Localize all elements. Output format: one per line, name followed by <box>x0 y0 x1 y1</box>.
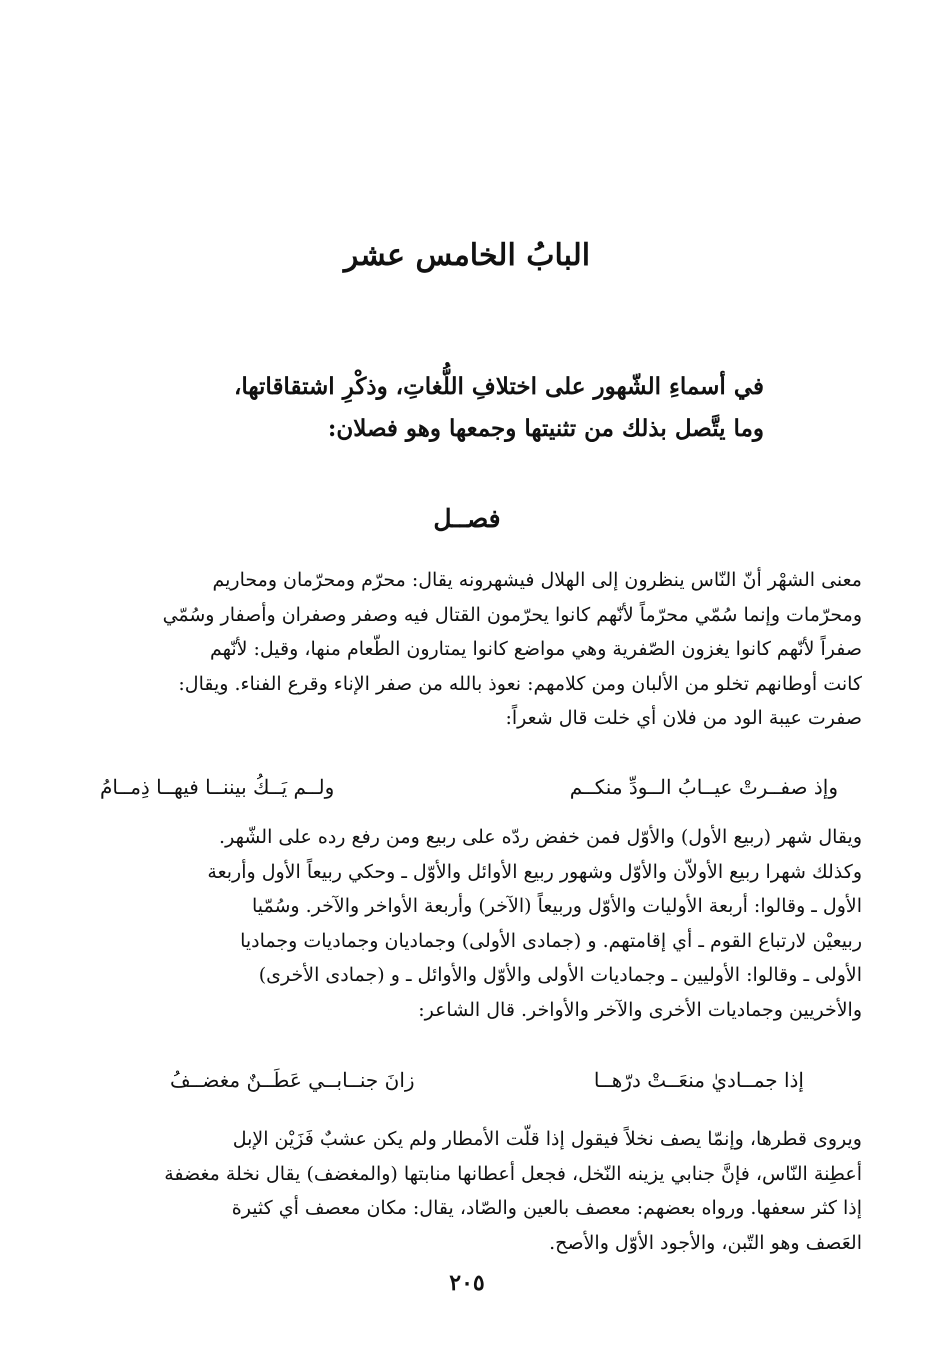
text-line: الأولى ـ وقالوا: الأوليين ـ وجماديات الأولى والأوّل والأوائل ـ و (جمادى الأخرى) <box>258 964 862 986</box>
text-line: ربيعيْن لارتباع القوم ـ أي إقامتهم. و (جمادى الأولى) وجماديان وجماديات وجماديا <box>240 929 862 952</box>
subtitle-line: في أسماءِ الشّهور على اختلافِ اللُّغاتِ، وذكْرِ اشتقاقاتها، <box>234 373 764 400</box>
verse-second-hemistich: ولــم يَــكُ بيننــا فيهــا ذِمــامُ <box>100 775 335 799</box>
chapter-subtitle <box>160 366 764 450</box>
verse-second-hemistich: زانَ جنــابــي عَطَــنٌ مغضــفُ <box>170 1068 415 1092</box>
text-line: العَصف وهو التّبن، والأجود الأوّل والأصح. <box>549 1231 862 1254</box>
text-line: كانت أوطانهم تخلو من الألبان ومن كلامهم: نعوذ بالله من صفر الإناء وقرع الفناء. ويقال: <box>178 672 862 695</box>
text-line: ويقال شهر (ربيع الأول) والأوّل فمن خفض ردّه على ربيع ومن رفع رده على الشّهر. <box>219 826 862 848</box>
paragraph-1 <box>92 563 862 736</box>
verse-first-hemistich: إذا جمــاديٰ منعَــتْ درّهــا <box>593 1068 804 1092</box>
text-line: وكذلك شهرا ربيع الأولاّن والأوّل وشهور ربيع الأوائل والأوّل ـ وحكي ربيعاً الأول وأربعة <box>207 860 862 883</box>
text-line: صفرت عيبة الود من فلان أي خلت قال شعراً: <box>505 707 862 729</box>
paragraph-2 <box>92 820 862 1027</box>
text-line: الأول ـ وقالوا: أربعة الأوليات والأوّل وربيعاً (الآخر) وأربعة الأواخر والآخر. وسُمّيا <box>251 895 862 917</box>
text-line: أعطِنة النّاس، فإنَّ جنابي يزينه النّخل، فجعل أعطانها منابتها (والمغضف) يقال نخلة مغضفة <box>164 1162 862 1185</box>
verse-first-hemistich: وإذ صفــرتْ عيــابُ الــودِّ منكــم <box>569 775 838 799</box>
text-line: ومحرّمات وإنما سُمّي محرّماً لأنّهم كانوا يحرّمون القتال فيه وصفر وصفران وأصفار وسُمّي <box>162 603 862 626</box>
text-line: والأخريين وجماديات الأخرى والآخر والأواخر. قال الشاعر: <box>418 998 862 1021</box>
section-heading: فصــل <box>433 504 501 533</box>
text-line: صفراً لأنّهم كانوا يغزون الصّفرية وهي مواضع كانوا يمتارون الطّعام منها، وقيل: لأنّهم <box>209 638 862 660</box>
text-line: إذا كثر سعفها. ورواه بعضهم: معصف بالعين والصّاد، يقال: مكان معصف أي كثيرة <box>231 1197 862 1219</box>
poem-verse-2 <box>170 1068 804 1092</box>
subtitle-line: وما يتَّصل بذلك من تثنيتها وجمعها وهو فصلان: <box>327 415 764 442</box>
text-line: ويروى قطرها، وإنمّا يصف نخلاً فيقول إذا قلّت الأمطار ولم يكن عشبٌ فَزَيْن الإبل <box>232 1128 862 1150</box>
text-line: معنى الشهْر أنّ النّاس ينظرون إلى الهلال فيشهرونه يقال: محرّم ومحرّمان ومحاريم <box>212 569 862 591</box>
poem-verse-1 <box>100 775 838 799</box>
chapter-title: البابُ الخامس عشر <box>343 238 591 273</box>
page-number: ٢٠٥ <box>449 1270 485 1296</box>
paragraph-3 <box>92 1122 862 1260</box>
